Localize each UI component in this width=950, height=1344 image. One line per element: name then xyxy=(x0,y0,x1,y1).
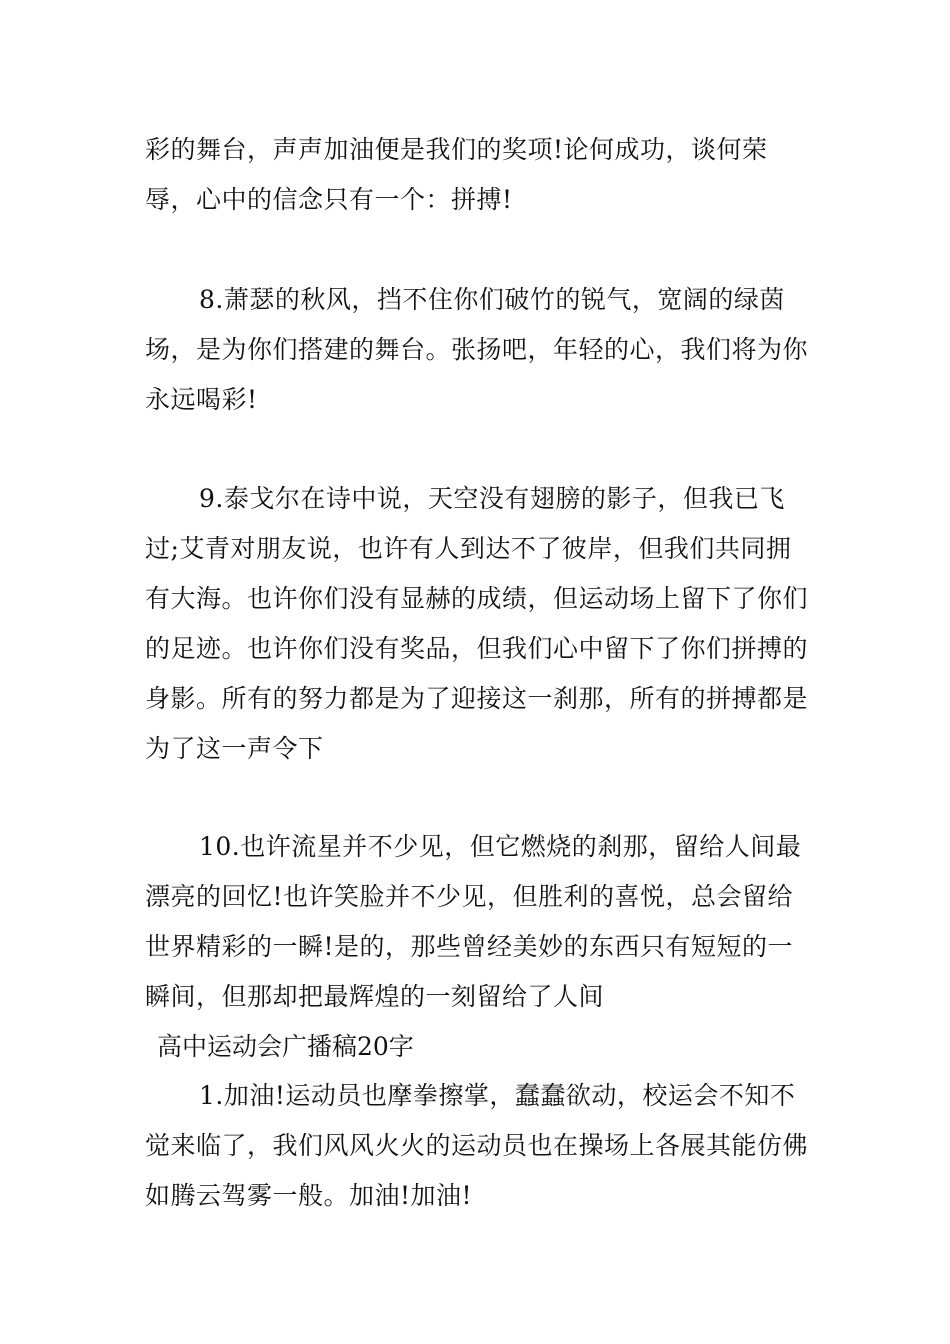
paragraph-item-1: 1.加油!运动员也摩拳擦掌，蠢蠢欲动，校运会不知不觉来临了，我们风风火火的运动员也在操场上各展其能仿佛如腾云驾雾一般。加油!加油! xyxy=(145,1081,809,1210)
paragraph-item-10: 10.也许流星并不少见，但它燃烧的刹那，留给人间最漂亮的回忆!也许笑脸并不少见，但胜利的喜悦，总会留给世界精彩的一瞬!是的，那些曾经美妙的东西只有短短的一瞬间，但那却把最辉煌的一刻留给了人间 xyxy=(145,832,802,1011)
paragraph-item-8: 8.萧瑟的秋风，挡不住你们破竹的锐气，宽阔的绿茵场，是为你们搭建的舞台。张扬吧，年轻的心，我们将为你永远喝彩! xyxy=(145,285,809,414)
section-heading: 高中运动会广播稿20字 xyxy=(157,1032,414,1061)
paragraph-item-9: 9.泰戈尔在诗中说，天空没有翅膀的影子，但我已飞过;艾青对朋友说，也许有人到达不了彼岸，但我们共同拥有大海。也许你们没有显赫的成绩，但运动场上留下了你们的足迹。也许你们没有奖品，但我们心中留下了你们拼搏的身影。所有的努力都是为了迎接这一刹那，所有的拼搏都是为了这一声令下 xyxy=(145,484,809,763)
paragraph-continuation: 彩的舞台，声声加油便是我们的奖项!论何成功，谈何荣辱，心中的信念只有一个：拼搏! xyxy=(145,135,768,214)
